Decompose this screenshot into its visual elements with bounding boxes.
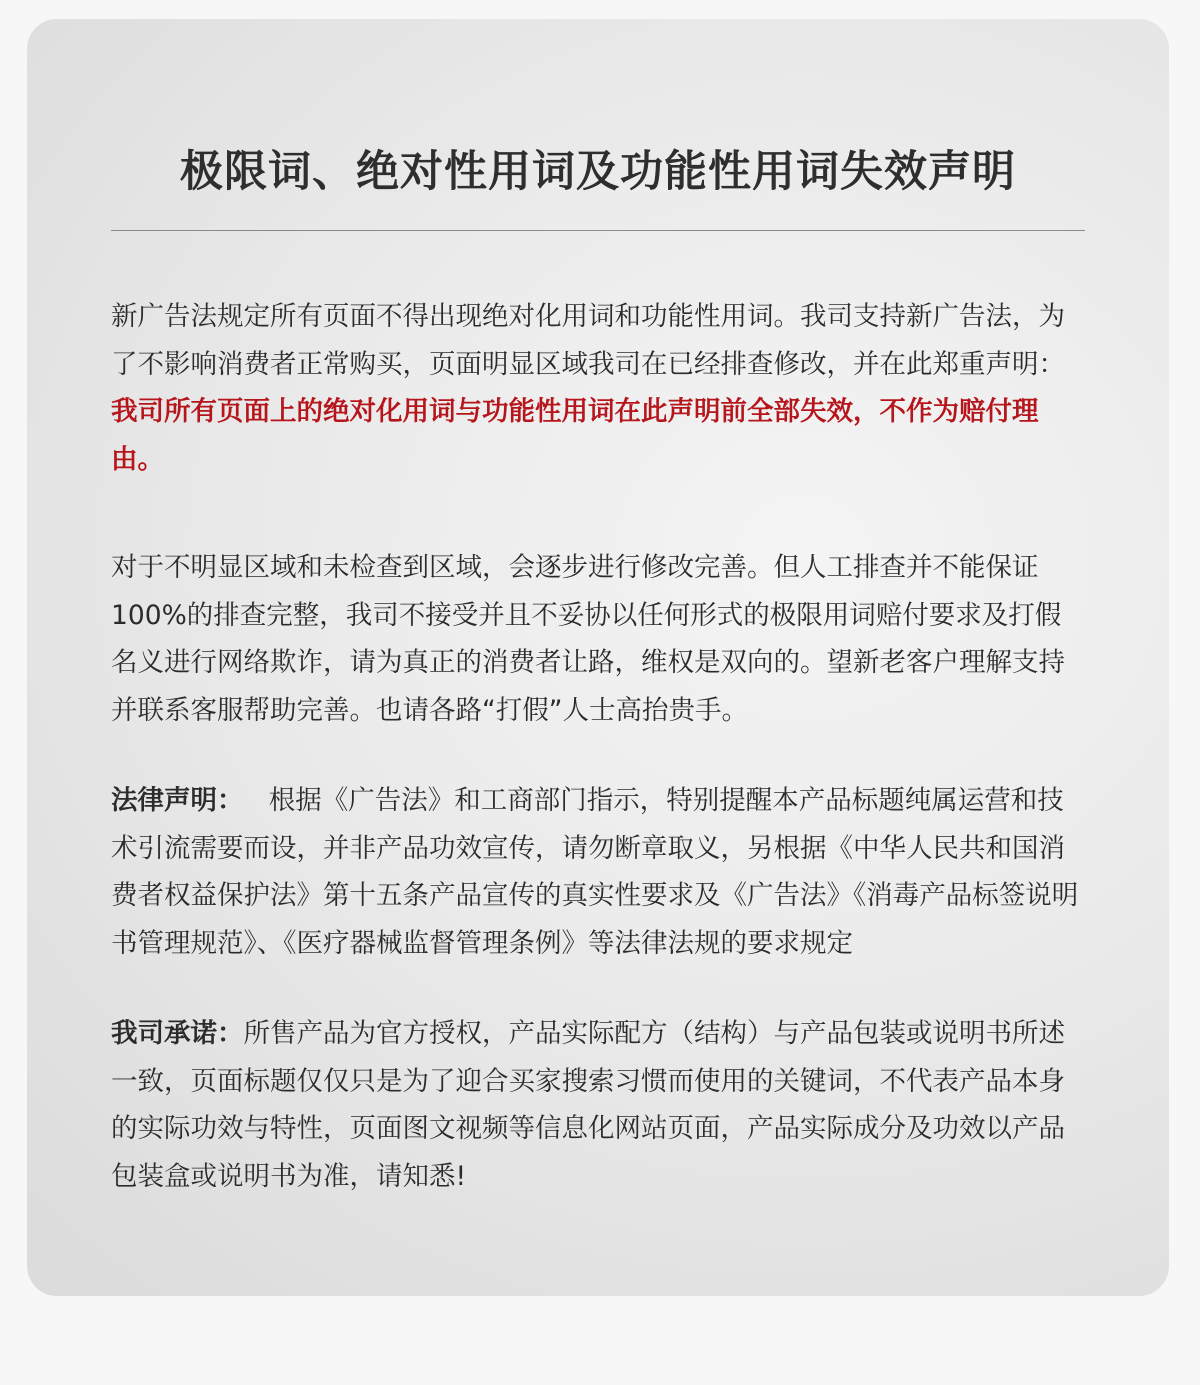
paragraph-legal-statement (111, 777, 1086, 967)
paragraph-ad-law (111, 293, 1086, 483)
ad-law-text: 新广告法规定所有页面不得出现绝对化用词和功能性用词。我司支持新广告法，为了不影响消费者正常购买，页面明显区域我司在已经排查修改，并在此郑重声明： (111, 301, 1065, 380)
declaration-card (27, 19, 1169, 1296)
inspection-text: 对于不明显区域和未检查到区域，会逐步进行修改完善。但人工排查并不能保证100%的排查完整，我司不接受并且不妥协以任何形式的极限用词赔付要求及打假名义进行网络欺诈，请为真正的消费者让路，维权是双向的。望新老客户理解支持并联系客服帮助完善。也请各路“打假”人士高抬贵手。 (111, 552, 1065, 726)
paragraph-inspection (111, 544, 1086, 734)
legal-statement-label: 法律声明： (111, 785, 244, 816)
commitment-label: 我司承诺： (111, 1018, 244, 1049)
page-title: 极限词、绝对性用词及功能性用词失效声明 (180, 147, 1016, 197)
legal-statement-text: 根据《广告法》和工商部门指示，特别提醒本产品标题纯属运营和技术引流需要而设，并非产品功效宣传，请勿断章取义，另根据《中华人民共和国消费者权益保护法》第十五条产品宣传的真实性要求及《广告法》《消毒产品标签说明书管理规范》、《医疗器械监督管理条例》等法律法规的要求规定 (111, 785, 1079, 959)
commitment-text: 所售产品为官方授权，产品实际配方（结构）与产品包装或说明书所述一致，页面标题仅仅只是为了迎合买家搜索习惯而使用的关键词，不代表产品本身的实际功效与特性，页面图文视频等信息化网站页面，产品实际成分及功效以产品包装盒或说明书为准，请知悉! (111, 1018, 1065, 1192)
paragraph-commitment (111, 1010, 1086, 1200)
title-divider (111, 230, 1085, 231)
invalidation-statement: 我司所有页面上的绝对化用词与功能性用词在此声明前全部失效，不作为赔付理由。 (111, 396, 1039, 475)
